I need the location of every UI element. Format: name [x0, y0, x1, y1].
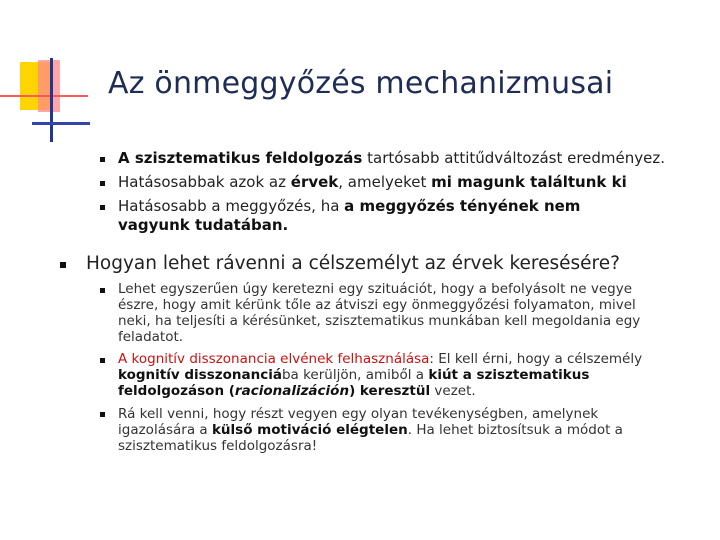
- bullet-marker: [100, 181, 105, 186]
- corner-logo: [0, 0, 110, 150]
- page-title: Az önmeggyőzés mechanizmusai: [108, 66, 614, 101]
- bullet-marker: [100, 157, 105, 162]
- list-item: Hatásosabb a meggyőzés, ha a meggyőzés tényének nem vagyunk tudatában.: [118, 197, 581, 234]
- bullet-marker: [100, 358, 105, 363]
- list-item: A kognitív disszonancia elvének felhasználása: El kell érni, hogy a célszemély kognitív disszonanciába kerüljön, amiből a kiút a szisztematikus feldolgozáson (racionalizáción) keresztül vezet.: [118, 351, 643, 399]
- logo-blue-horizontal-line: [32, 122, 90, 125]
- list-item: Lehet egyszerűen úgy keretezni egy szituációt, hogy a befolyásolt ne vegye észre, hogy amit kérünk tőle az átviszi egy önmeggyőzési folyamaton, mivel neki, ha teljesíti a kérésünket, szisztematikus munkában kell megoldania egy feladatot.: [118, 281, 641, 345]
- logo-red-square: [38, 60, 60, 112]
- logo-blue-vertical-line: [50, 58, 53, 142]
- bullet-marker: [60, 262, 66, 268]
- main-question: Hogyan lehet rávenni a célszemélyt az érvek keresésére?: [86, 253, 620, 274]
- bullet-marker: [100, 412, 105, 417]
- list-item: Rá kell venni, hogy részt vegyen egy olyan tevékenységben, amelynek igazolására a külső motiváció elégtelen. Ha lehet biztosítsuk a módot a szisztematikus feldolgozásra!: [118, 406, 623, 454]
- list-item: A szisztematikus feldolgozás tartósabb attitűdváltozást eredményez.: [118, 149, 666, 167]
- bullet-marker: [100, 288, 105, 293]
- logo-red-line: [0, 95, 88, 97]
- list-item: Hatásosabbak azok az érvek, amelyeket mi magunk találtunk ki: [118, 173, 627, 191]
- bullet-marker: [100, 205, 105, 210]
